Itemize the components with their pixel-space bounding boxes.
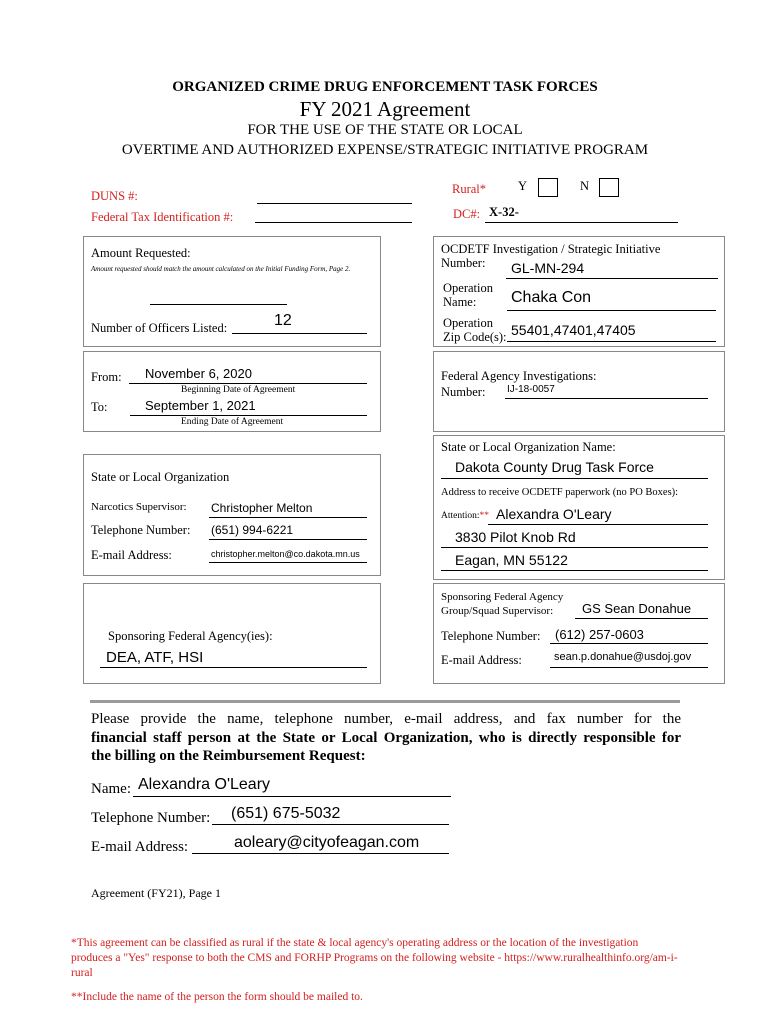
rural-footnote-line-2: produces a "Yes" response to both the CMS and FORHP Programs on the following website - https://www.ruralhealthinfo.org/am-i-	[71, 952, 678, 964]
rural-yes-checkbox[interactable]	[538, 178, 558, 197]
state-org-title: State or Local Organization	[91, 470, 230, 484]
sponsor-email-field[interactable]	[550, 667, 708, 668]
state-org-name-field[interactable]	[441, 478, 708, 479]
financial-paragraph-line-1: Please provide the name, telephone number, e-mail address, and fax number for the	[91, 711, 681, 727]
sponsor-supervisor-label-2: Group/Squad Supervisor:	[441, 605, 554, 617]
tax-id-field[interactable]	[255, 222, 412, 223]
sponsor-supervisor-value: GS Sean Donahue	[582, 601, 692, 616]
financial-paragraph-line-2: financial staff person at the State or Local Organization, who is directly responsible for	[91, 729, 681, 746]
to-field[interactable]	[130, 415, 367, 416]
from-value: November 6, 2020	[145, 366, 252, 381]
officers-label: Number of Officers Listed:	[91, 321, 228, 335]
attention-label	[441, 511, 489, 521]
amount-label: Amount Requested:	[91, 246, 191, 260]
financial-phone-value: (651) 675-5032	[231, 805, 341, 822]
rural-no-label: N	[580, 179, 590, 193]
amount-field[interactable]	[150, 304, 287, 305]
op-name-field[interactable]	[507, 310, 716, 311]
op-zip-label-1: Operation	[443, 316, 493, 330]
financial-name-field[interactable]	[133, 796, 451, 797]
duns-label: DUNS #:	[91, 189, 138, 203]
page-footer: Agreement (FY21), Page 1	[91, 886, 221, 900]
duns-field[interactable]	[257, 203, 412, 204]
state-email-field[interactable]	[209, 562, 367, 563]
state-email-value: christopher.melton@co.dakota.mn.us	[211, 549, 360, 559]
from-label: From:	[91, 370, 122, 384]
state-org-name-label: State or Local Organization Name:	[441, 440, 616, 454]
rural-footnote	[71, 936, 751, 981]
financial-email-value: aoleary@cityofeagan.com	[234, 834, 420, 851]
sponsor-agency-value: DEA, ATF, HSI	[106, 649, 204, 666]
sponsor-phone-field[interactable]	[550, 643, 708, 644]
op-zip-value: 55401,47401,47405	[511, 322, 636, 338]
sponsor-supervisor-label-1: Sponsoring Federal Agency	[441, 591, 564, 603]
end-date-caption: Ending Date of Agreement	[181, 417, 284, 427]
narcotics-supervisor-label: Narcotics Supervisor:	[91, 501, 187, 513]
tax-id-label: Federal Tax Identification #:	[91, 210, 234, 224]
state-phone-field[interactable]	[209, 539, 367, 540]
sponsor-phone-label: Telephone Number:	[441, 629, 541, 643]
ocdetf-number-field[interactable]	[506, 278, 718, 279]
header-subtitle-2: OVERTIME AND AUTHORIZED EXPENSE/STRATEGIC INITIATIVE PROGRAM	[121, 142, 649, 158]
attention-value: Alexandra O'Leary	[496, 506, 612, 522]
state-phone-label: Telephone Number:	[91, 523, 191, 537]
state-email-label: E-mail Address:	[91, 548, 172, 562]
sponsor-email-value: sean.p.donahue@usdoj.gov	[554, 651, 692, 663]
sponsor-phone-value: (612) 257-0603	[555, 627, 644, 642]
sponsor-agency-field[interactable]	[100, 667, 367, 668]
address-line-2-field[interactable]	[441, 570, 708, 571]
rural-no-checkbox[interactable]	[599, 178, 619, 197]
officers-field[interactable]	[232, 333, 367, 334]
op-zip-field[interactable]	[507, 341, 716, 342]
attention-field[interactable]	[488, 524, 708, 525]
sponsor-email-label: E-mail Address:	[441, 653, 522, 667]
rural-label: Rural*	[452, 182, 487, 196]
op-name-value: Chaka Con	[511, 289, 592, 306]
amount-note: Amount requested should match the amount calculated on the Initial Funding Form, Page 2.	[91, 265, 351, 273]
financial-paragraph-line-3: the billing on the Reimbursement Request:	[91, 748, 366, 764]
federal-investigations-label: Federal Agency Investigations:	[441, 369, 597, 383]
rural-footnote-line-1: *This agreement can be classified as rural if the state & local agency's operating address or the location of the investigation	[71, 937, 639, 949]
federal-number-label: Number:	[441, 385, 486, 399]
financial-email-field[interactable]	[192, 853, 449, 854]
address-line-1: 3830 Pilot Knob Rd	[455, 529, 576, 545]
attention-label-text: Attention:	[441, 511, 480, 521]
narcotics-supervisor-value: Christopher Melton	[211, 501, 313, 515]
financial-name-label: Name:	[91, 781, 131, 797]
financial-email-label: E-mail Address:	[91, 839, 189, 855]
op-name-label-1: Operation	[443, 281, 493, 295]
narcotics-supervisor-field[interactable]	[209, 517, 367, 518]
to-label: To:	[91, 400, 108, 414]
address-line-1-field[interactable]	[441, 547, 708, 548]
state-phone-value: (651) 994-6221	[211, 523, 294, 537]
op-name-label-2: Name:	[443, 295, 477, 309]
header-agreement-title: FY 2021 Agreement	[299, 97, 471, 121]
rural-yes-label: Y	[518, 179, 528, 193]
from-field[interactable]	[129, 383, 367, 384]
federal-number-value: IJ-18-0057	[507, 384, 555, 395]
to-value: September 1, 2021	[145, 398, 256, 413]
attention-stars: **	[479, 511, 490, 521]
ocdetf-label: OCDETF Investigation / Strategic Initiative	[441, 242, 661, 256]
address-label: Address to receive OCDETF paperwork (no PO Boxes):	[441, 487, 679, 498]
financial-phone-field[interactable]	[212, 824, 449, 825]
financial-phone-label: Telephone Number:	[91, 810, 211, 826]
ocdetf-number-value: GL-MN-294	[511, 260, 585, 276]
dc-label: DC#:	[453, 207, 481, 221]
header-subtitle-1: FOR THE USE OF THE STATE OR LOCAL	[247, 122, 523, 138]
sponsor-agency-label: Sponsoring Federal Agency(ies):	[108, 629, 273, 643]
address-line-2: Eagan, MN 55122	[455, 552, 568, 568]
financial-paragraph	[91, 710, 681, 766]
op-zip-label-2: Zip Code(s):	[443, 330, 507, 344]
sponsor-supervisor-field[interactable]	[575, 618, 708, 619]
financial-name-value: Alexandra O'Leary	[138, 776, 271, 793]
mailing-footnote: **Include the name of the person the form should be mailed to.	[71, 991, 363, 1003]
officers-value: 12	[274, 312, 292, 329]
federal-number-field[interactable]	[505, 398, 708, 399]
section-divider	[90, 700, 680, 703]
dc-value: X-32-	[489, 205, 519, 219]
dc-field[interactable]	[485, 222, 678, 223]
ocdetf-number-label: Number:	[441, 256, 486, 270]
state-org-name-value: Dakota County Drug Task Force	[455, 459, 654, 475]
begin-date-caption: Beginning Date of Agreement	[181, 385, 296, 395]
rural-footnote-line-3: rural	[71, 967, 93, 979]
header-agency-title: ORGANIZED CRIME DRUG ENFORCEMENT TASK FORCES	[172, 79, 598, 95]
